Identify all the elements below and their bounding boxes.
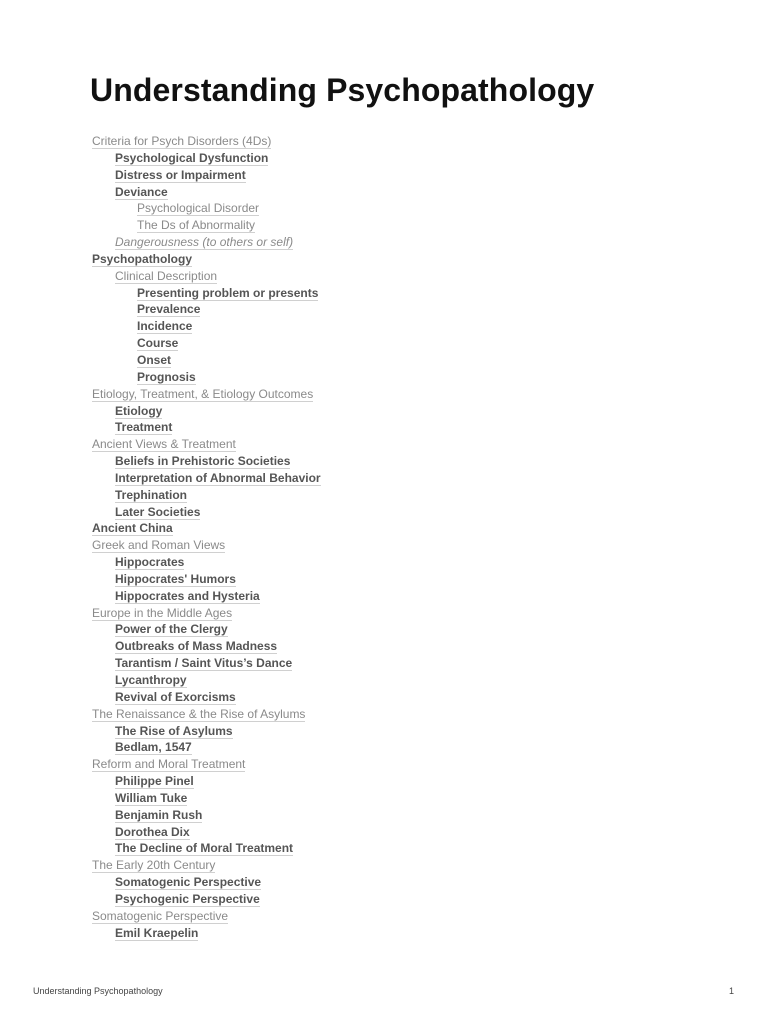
toc-item[interactable]: [92, 386, 321, 403]
toc-item-link[interactable]: Trephination: [115, 487, 187, 502]
toc-item-link[interactable]: Psychological Dysfunction: [115, 150, 269, 165]
toc-item[interactable]: [92, 891, 321, 908]
toc-item-link[interactable]: Clinical Description: [115, 268, 218, 283]
toc-item[interactable]: [92, 453, 321, 470]
toc-item-link[interactable]: Prognosis: [137, 369, 196, 384]
toc-item-link[interactable]: Course: [137, 336, 179, 351]
toc-item-link[interactable]: Hippocrates' Humors: [115, 571, 236, 586]
toc-item-link[interactable]: Europe in the Middle Ages: [92, 605, 233, 620]
toc-item[interactable]: [92, 167, 321, 184]
toc-item[interactable]: [92, 874, 321, 891]
toc-item[interactable]: [92, 504, 321, 521]
toc-item[interactable]: [92, 807, 321, 824]
toc-item-link[interactable]: Bedlam, 1547: [115, 740, 192, 755]
toc-item[interactable]: [92, 318, 321, 335]
toc-item-link[interactable]: Later Societies: [115, 504, 201, 519]
toc-item[interactable]: [92, 840, 321, 857]
toc-item-link[interactable]: Lycanthropy: [115, 673, 187, 687]
toc-item-link[interactable]: Psychopathology: [92, 251, 193, 266]
toc-item[interactable]: [92, 335, 321, 352]
toc-item[interactable]: [92, 520, 321, 537]
toc-item[interactable]: [92, 184, 321, 201]
toc-item-link[interactable]: Somatogenic Perspective: [92, 908, 229, 923]
toc-item[interactable]: [92, 790, 321, 807]
table-of-contents: [92, 133, 321, 942]
toc-item-link[interactable]: Distress or Impairment: [115, 167, 246, 182]
toc-item-link[interactable]: Etiology, Treatment, & Etiology Outcomes: [92, 386, 314, 401]
toc-item-link[interactable]: Presenting problem or presents: [137, 285, 319, 300]
toc-item-link[interactable]: Psychological Disorder: [137, 201, 260, 216]
toc-item[interactable]: [92, 369, 321, 386]
toc-item-link[interactable]: Dangerousness (to others or self): [115, 235, 294, 250]
toc-item[interactable]: [92, 487, 321, 504]
toc-item-link[interactable]: The Early 20th Century: [92, 858, 216, 873]
toc-item[interactable]: [92, 655, 321, 672]
toc-item[interactable]: [92, 605, 321, 622]
toc-item[interactable]: [92, 217, 321, 234]
toc-item[interactable]: [92, 571, 321, 588]
toc-item-link[interactable]: Criteria for Psych Disorders (4Ds): [92, 134, 272, 148]
toc-item-link[interactable]: Hippocrates: [115, 555, 185, 570]
toc-item-link[interactable]: Treatment: [115, 420, 173, 435]
toc-item[interactable]: [92, 857, 321, 874]
toc-item[interactable]: [92, 268, 321, 285]
toc-item-link[interactable]: Hippocrates and Hysteria: [115, 588, 260, 603]
toc-item[interactable]: [92, 672, 321, 689]
toc-item[interactable]: [92, 285, 321, 302]
toc-item-link[interactable]: Emil Kraepelin: [115, 925, 199, 940]
toc-item-link[interactable]: Beliefs in Prehistoric Societies: [115, 454, 291, 469]
toc-item[interactable]: [92, 436, 321, 453]
toc-item[interactable]: [92, 723, 321, 740]
toc-item-link[interactable]: Etiology: [115, 403, 163, 418]
toc-item-link[interactable]: Ancient China: [92, 521, 173, 536]
toc-item-link[interactable]: Power of the Clergy: [115, 622, 228, 637]
toc-item[interactable]: [92, 739, 321, 756]
toc-item[interactable]: [92, 251, 321, 268]
page-title: Understanding Psychopathology: [90, 72, 595, 108]
toc-item[interactable]: [92, 756, 321, 773]
toc-item-link[interactable]: Outbreaks of Mass Madness: [115, 639, 278, 654]
toc-item-link[interactable]: Philippe Pinel: [115, 774, 194, 789]
toc-item[interactable]: [92, 554, 321, 571]
toc-item[interactable]: [92, 621, 321, 638]
toc-item-link[interactable]: Revival of Exorcisms: [115, 689, 236, 704]
toc-item[interactable]: [92, 352, 321, 369]
toc-item[interactable]: [92, 537, 321, 554]
toc-item[interactable]: [92, 925, 321, 942]
toc-item-link[interactable]: Greek and Roman Views: [92, 538, 226, 553]
toc-item-link[interactable]: The Rise of Asylums: [115, 723, 233, 738]
toc-item-link[interactable]: Benjamin Rush: [115, 807, 203, 822]
toc-item-link[interactable]: Reform and Moral Treatment: [92, 757, 246, 772]
toc-item[interactable]: [92, 150, 321, 167]
toc-item[interactable]: [92, 773, 321, 790]
toc-item-link[interactable]: William Tuke: [115, 790, 188, 805]
toc-item[interactable]: [92, 301, 321, 318]
toc-item-link[interactable]: Somatogenic Perspective: [115, 875, 262, 890]
toc-item[interactable]: [92, 908, 321, 925]
toc-item-link[interactable]: Incidence: [137, 319, 193, 334]
toc-item[interactable]: [92, 470, 321, 487]
toc-item[interactable]: [92, 588, 321, 605]
footer-page-number: 1: [728, 986, 734, 996]
toc-item[interactable]: [92, 133, 321, 150]
toc-item[interactable]: [92, 419, 321, 436]
toc-item[interactable]: [92, 234, 321, 251]
toc-item[interactable]: [92, 638, 321, 655]
toc-item-link[interactable]: Onset: [137, 352, 172, 367]
toc-item[interactable]: [92, 706, 321, 723]
toc-item-link[interactable]: The Renaissance & the Rise of Asylums: [92, 706, 306, 721]
toc-item-link[interactable]: Prevalence: [137, 302, 201, 317]
toc-item-link[interactable]: Deviance: [115, 184, 168, 199]
toc-item-link[interactable]: The Decline of Moral Treatment: [115, 841, 294, 856]
toc-item-link[interactable]: Ancient Views & Treatment: [92, 437, 236, 452]
toc-item[interactable]: [92, 824, 321, 841]
toc-item[interactable]: [92, 200, 321, 217]
toc-item-link[interactable]: Interpretation of Abnormal Behavior: [115, 470, 321, 485]
toc-item-link[interactable]: Dorothea Dix: [115, 824, 190, 839]
toc-item-link[interactable]: The Ds of Abnormality: [137, 218, 256, 233]
toc-item-link[interactable]: Psychogenic Perspective: [115, 891, 260, 906]
toc-item[interactable]: [92, 403, 321, 420]
toc-item[interactable]: [92, 689, 321, 706]
toc-item-link[interactable]: Tarantism / Saint Vitus’s Dance: [115, 656, 293, 671]
footer-document-title: Understanding Psychopathology: [33, 986, 163, 996]
